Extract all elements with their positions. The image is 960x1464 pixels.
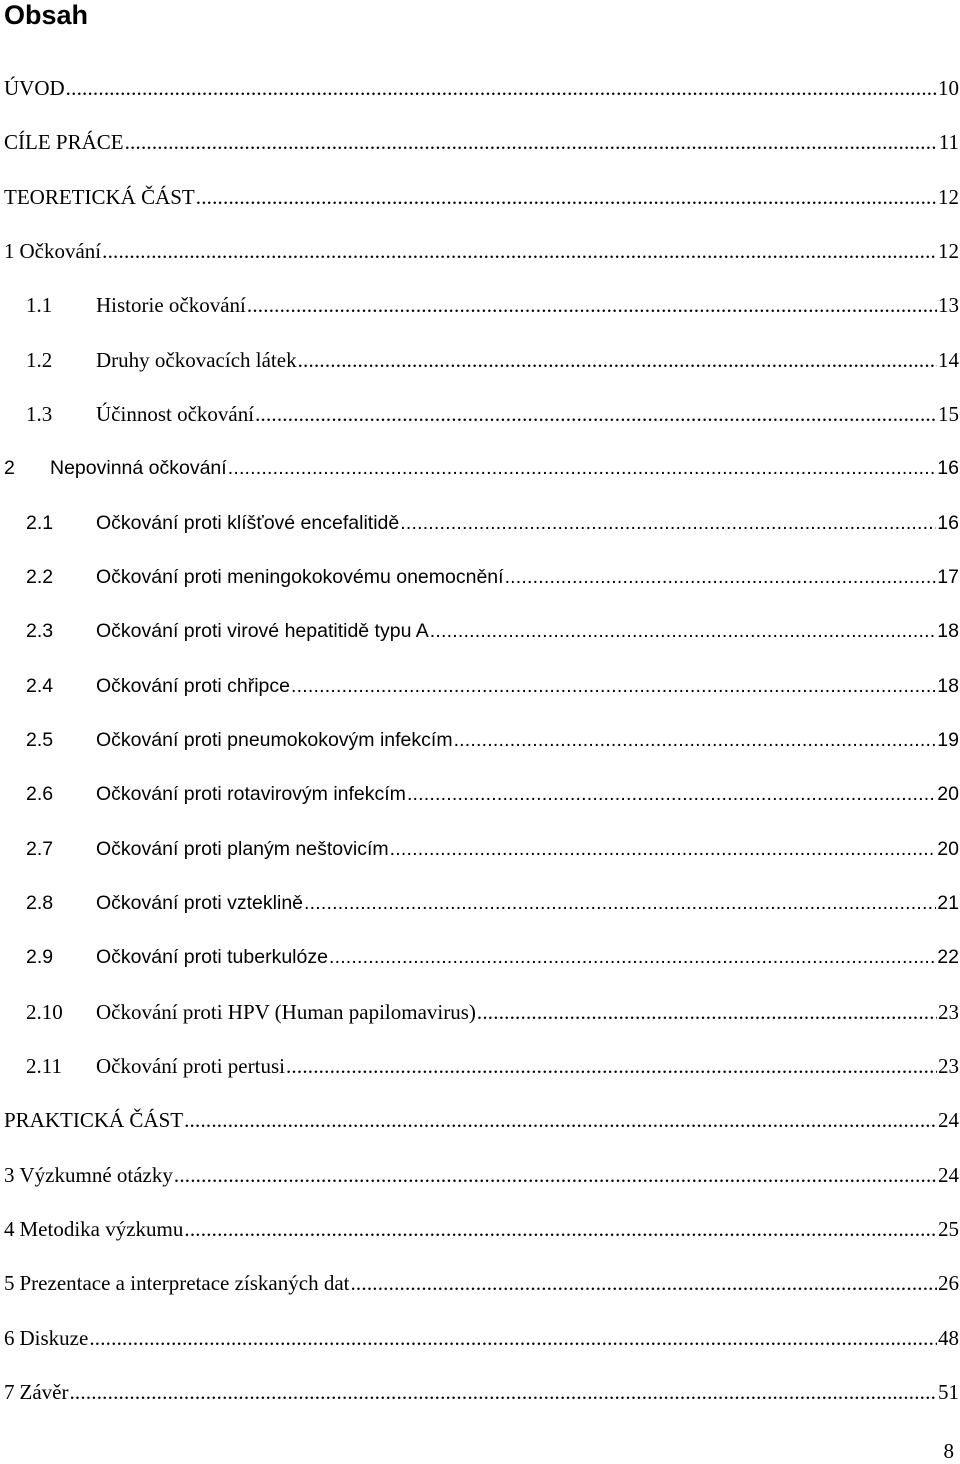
toc-page-number: 24	[938, 1162, 959, 1187]
toc-entry-zaver[interactable]	[4, 1374, 959, 1428]
toc-entry-title: Metodika výzkumu	[19, 1216, 184, 1241]
toc-page-number: 20	[937, 837, 959, 860]
toc-page-number: 13	[938, 293, 959, 318]
toc-entry-title: Očkování	[19, 238, 102, 263]
toc-entry-diskuze[interactable]	[4, 1320, 959, 1374]
toc-entry-teoreticka-cast[interactable]	[4, 179, 959, 233]
page-title: Obsah	[4, 0, 89, 30]
toc-entry-chripka[interactable]	[4, 668, 959, 722]
toc-page-number: 48	[938, 1325, 959, 1350]
toc-section-number: 3	[4, 1162, 15, 1187]
toc-page-number: 23	[938, 999, 959, 1024]
toc-section-number: 2.10	[26, 999, 63, 1024]
toc-section-number: 1	[4, 238, 15, 263]
toc-page-number: 12	[938, 238, 959, 263]
toc-leader	[304, 885, 936, 921]
toc-page-number: 11	[938, 130, 959, 155]
toc-entry-title: Očkování proti pertusi	[96, 1053, 285, 1078]
toc-leader	[298, 342, 937, 378]
toc-entry-title: Očkování proti meningokokovému onemocnění	[96, 565, 504, 588]
toc-entry-rotavirove-infekce[interactable]	[4, 776, 959, 830]
toc-entry-title: Diskuze	[19, 1325, 89, 1350]
toc-page-number: 25	[938, 1216, 959, 1241]
toc-page-number: 17	[937, 565, 959, 588]
toc-section-number: 1.1	[26, 293, 53, 318]
toc-page-number: 14	[938, 347, 959, 372]
toc-leader	[407, 776, 936, 812]
toc-leader	[400, 505, 936, 541]
toc-entry-nepovinna-ockovani[interactable]	[4, 450, 959, 504]
toc-leader	[454, 722, 937, 758]
toc-entry-title: Nepovinná očkování	[50, 457, 227, 480]
toc-entry-title: Očkování proti HPV (Human papilomavirus)	[96, 999, 476, 1024]
toc-leader	[430, 613, 937, 649]
toc-entry-title: Očkování proti klíšťové encefalitidě	[96, 511, 400, 534]
toc-leader	[350, 1265, 937, 1301]
toc-section-number: 2	[4, 457, 15, 480]
toc-leader	[291, 668, 936, 704]
toc-entry-metodika-vyzkumu[interactable]	[4, 1211, 959, 1265]
toc-entry-prakticka-cast[interactable]	[4, 1102, 959, 1156]
toc-section-number: 2.4	[26, 674, 54, 697]
toc-leader	[255, 396, 937, 432]
toc-page-number: 51	[938, 1379, 959, 1404]
toc-entry-hepatitida-a[interactable]	[4, 613, 959, 667]
toc-entry-title: TEORETICKÁ ČÁST	[4, 184, 195, 209]
toc-page-number: 15	[938, 401, 959, 426]
toc-entry-title: Očkování proti planým neštovicím	[96, 837, 389, 860]
toc-leader	[89, 1320, 937, 1356]
toc-leader	[228, 450, 937, 486]
toc-entry-ucinnost-ockovani[interactable]	[4, 396, 959, 450]
toc-section-number: 2.6	[26, 783, 54, 806]
toc-page-number: 12	[938, 184, 959, 209]
toc-entry-title: Historie očkování	[96, 293, 246, 318]
toc-entry-title: Očkování proti chřipce	[96, 674, 291, 697]
toc-entry-title: Účinnost očkování	[96, 401, 255, 426]
toc-entry-title: Očkování proti pneumokokovým infekcím	[96, 728, 453, 751]
toc-entry-hpv[interactable]	[4, 994, 959, 1048]
toc-page-number: 21	[937, 891, 959, 914]
toc-section-number: 2.2	[26, 565, 54, 588]
toc-section-number: 2.11	[26, 1053, 62, 1078]
toc-leader	[184, 1211, 937, 1247]
toc-page-number: 18	[937, 620, 959, 643]
toc-section-number: 5	[4, 1271, 15, 1296]
toc-leader	[477, 994, 937, 1030]
toc-entry-title: Druhy očkovacích látek	[96, 347, 297, 372]
toc-entry-ockovani[interactable]	[4, 233, 959, 287]
toc-page-number: 16	[937, 511, 959, 534]
toc-entry-druhy-ockovacich-latek[interactable]	[4, 342, 959, 396]
toc-entry-title: Očkování proti rotavirovým infekcím	[96, 783, 406, 806]
toc-leader	[505, 559, 937, 595]
toc-entry-vzteklina[interactable]	[4, 885, 959, 939]
toc-leader	[286, 1048, 937, 1084]
toc-entry-title: Výzkumné otázky	[19, 1162, 173, 1187]
toc-entry-cile-prace[interactable]	[4, 124, 959, 178]
toc-page-number: 16	[937, 457, 959, 480]
toc-entry-title: CÍLE PRÁCE	[4, 130, 124, 155]
toc-leader	[102, 233, 937, 269]
toc-page-number: 18	[937, 674, 959, 697]
toc-page-number: 19	[937, 728, 959, 751]
toc-page-number: 10	[938, 76, 959, 100]
toc-entry-vyzkumne-otazky[interactable]	[4, 1157, 959, 1211]
table-of-contents	[4, 70, 959, 1428]
toc-section-number: 2.9	[26, 946, 54, 969]
toc-entry-pertuse[interactable]	[4, 1048, 959, 1102]
toc-entry-meningokokove-onemocneni[interactable]	[4, 559, 959, 613]
toc-entry-uvod[interactable]	[4, 70, 959, 124]
toc-entry-prezentace-dat[interactable]	[4, 1265, 959, 1319]
toc-leader	[184, 1102, 937, 1138]
toc-leader	[66, 70, 937, 106]
toc-page-number: 22	[937, 946, 959, 969]
toc-section-number: 2.7	[26, 837, 54, 860]
toc-section-number: 2.8	[26, 891, 54, 914]
toc-page-number: 24	[938, 1108, 959, 1133]
toc-section-number: 4	[4, 1216, 15, 1241]
toc-section-number: 2.5	[26, 728, 54, 751]
toc-entry-title: Očkování proti virové hepatitidě typu A	[96, 620, 429, 643]
toc-leader	[390, 831, 937, 867]
toc-entry-title: Očkování proti vzteklině	[96, 891, 304, 914]
toc-page-number: 20	[937, 783, 959, 806]
toc-leader	[196, 179, 937, 215]
toc-section-number: 7	[4, 1379, 15, 1404]
toc-entry-historie-ockovani[interactable]	[4, 287, 959, 341]
toc-entry-plane-nestovice[interactable]	[4, 831, 959, 885]
toc-section-number: 1.2	[26, 347, 53, 372]
toc-leader	[125, 124, 938, 160]
toc-entry-title: ÚVOD	[4, 76, 65, 100]
toc-leader	[69, 1374, 937, 1410]
toc-leader	[174, 1157, 937, 1193]
toc-entry-title: Očkování proti tuberkulóze	[96, 946, 328, 969]
toc-page-number: 26	[938, 1271, 959, 1296]
toc-entry-tuberkuloza[interactable]	[4, 939, 959, 993]
toc-page-number: 23	[938, 1053, 959, 1078]
toc-entry-title: Prezentace a interpretace získaných dat	[19, 1271, 350, 1296]
toc-entry-klistova-encefalitida[interactable]	[4, 505, 959, 559]
toc-leader	[247, 287, 937, 323]
toc-leader	[329, 939, 936, 975]
toc-section-number: 2.1	[26, 511, 54, 534]
toc-entry-pneumokokove-infekce[interactable]	[4, 722, 959, 776]
toc-section-number: 1.3	[26, 401, 53, 426]
toc-section-number: 2.3	[26, 620, 54, 643]
toc-entry-title: Závěr	[19, 1379, 69, 1404]
toc-entry-title: PRAKTICKÁ ČÁST	[4, 1108, 184, 1133]
footer-page-number: 8	[943, 1439, 954, 1463]
toc-section-number: 6	[4, 1325, 15, 1350]
